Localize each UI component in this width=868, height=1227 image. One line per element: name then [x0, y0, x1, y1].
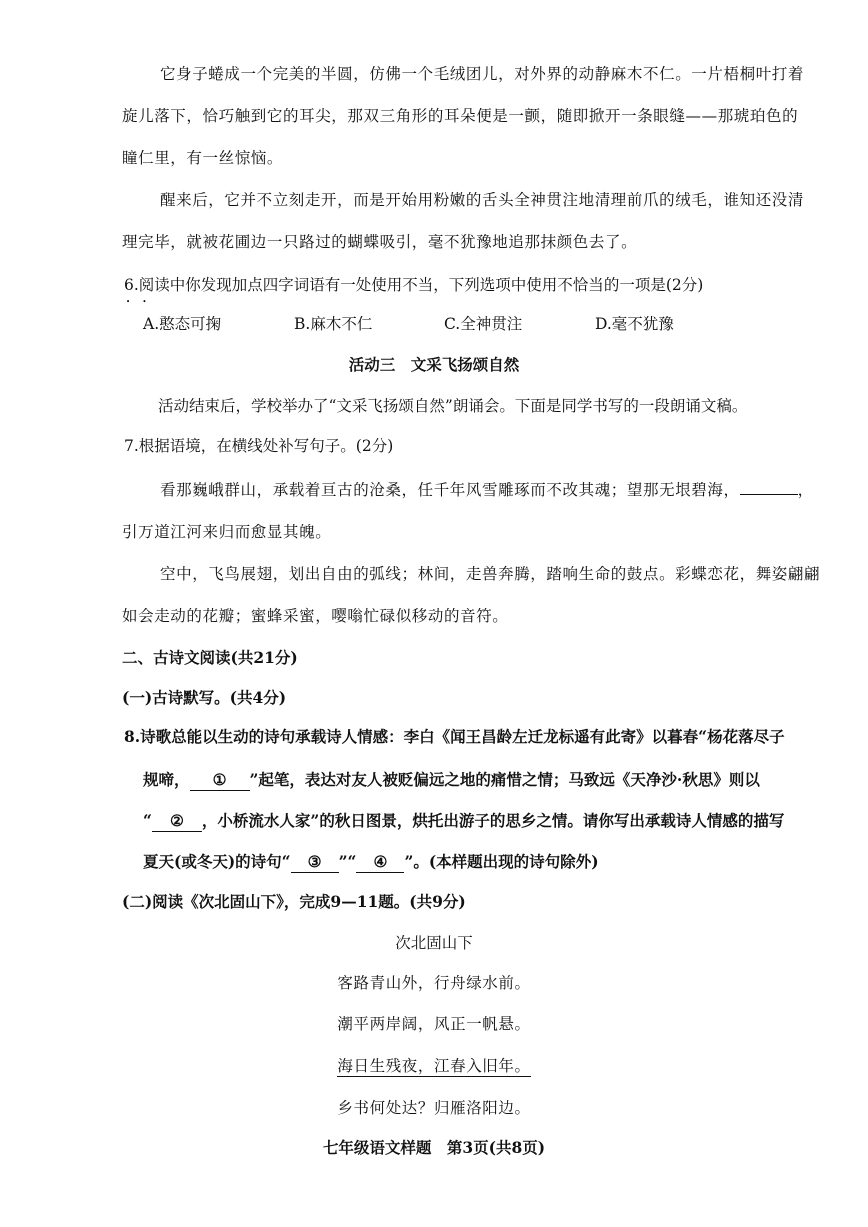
- section-2-subsection-1: (一)古诗默写。(共4分): [122, 688, 287, 707]
- page-footer: 七年级语文样题 第3页(共8页): [322, 1138, 546, 1157]
- question-8-line-1: 8.诗歌总能以生动的诗句承载诗人情感：李白《闻王昌龄左迁龙标遥有此寄》以暮春“杨花落尽子: [124, 727, 785, 746]
- question-6-stem-a: 6.阅读中你发现加点四字词语有一处使用不当，下列选项中使用: [124, 276, 558, 294]
- question-7-passage-line-2: 引万道江河来归而愈显其魄。: [122, 523, 332, 541]
- poem-line-2: 潮平两岸阔，风正一帆悬。: [337, 1015, 531, 1033]
- question-8-text-4c: ”。(本样题出现的诗句除外): [404, 852, 599, 871]
- question-8-text-4a: 夏天(或冬天)的诗句“: [143, 852, 291, 871]
- passage-line-5: 理完毕，就被花圃边一只路过的蝴蝶吸引，毫不犹豫地追那抹颜色去了。: [122, 233, 638, 251]
- question-6-stem: [124, 275, 703, 295]
- passage-line-4: 醒来后，它并不立刻走开，而是开始用粉嫩的舌头全神贯注地清理前爪的绒毛，谁知还没清: [160, 191, 805, 209]
- question-8-text-2b: ”起笔，表达对友人被贬偏远之地的痛惜之情；马致远《天净沙·秋思》则以: [249, 770, 760, 789]
- passage-line-3: 瞳仁里，有一丝惊恼。: [122, 149, 284, 167]
- passage-line-2: 旋儿落下，恰巧触到它的耳尖，那双三角形的耳朵便是一颤，随即掀开一条眼缝——那琥珀色的: [122, 107, 799, 125]
- question-6-option-b: B.麻木不仁: [294, 315, 373, 333]
- question-6-option-c: C.全神贯注: [444, 315, 523, 333]
- section-2-title: 二、古诗文阅读(共21分): [122, 648, 298, 667]
- question-8-text-3b: ，小桥流水人家”的秋日图景，烘托出游子的思乡之情。请你写出承载诗人情感的描写: [201, 811, 785, 830]
- blank-2[interactable]: ②: [152, 811, 202, 832]
- blank-3[interactable]: ③: [291, 852, 339, 873]
- blank-4[interactable]: ④: [356, 852, 404, 873]
- question-6-stem-b: 的一项是(2分): [603, 276, 704, 294]
- question-8-line-4: [143, 852, 599, 873]
- blank-1[interactable]: ①: [190, 770, 250, 791]
- poem-line-1: 客路青山外，行舟绿水前。: [337, 974, 531, 992]
- question-6-option-a: A.憨态可掬: [143, 315, 222, 333]
- poem-line-3: [0, 1056, 868, 1076]
- question-8-text-4b: ”“: [338, 852, 357, 871]
- poem-title: 次北固山下: [395, 934, 473, 952]
- question-6-dotted-word: 不恰当 • •: [557, 276, 604, 294]
- question-8-line-3: [143, 811, 784, 832]
- question-8-line-2: [143, 770, 760, 791]
- question-7-text-b: ，: [797, 481, 814, 499]
- poem-line-3-underlined: 海日生残夜，江春入旧年。: [337, 1057, 531, 1075]
- question-7-passage-line-3: 空中，飞鸟展翅，划出自由的弧线；林间，走兽奔腾，踏响生命的鼓点。彩蝶恋花，舞姿翩翩: [160, 565, 821, 583]
- question-8-text-3a: “: [143, 811, 152, 830]
- poem-line-4: 乡书何处达？归雁洛阳边。: [337, 1099, 531, 1117]
- question-7-text-a: 看那巍峨群山，承载着亘古的沧桑，任千年风雪雕琢而不改其魂；望那无垠碧海，: [160, 481, 740, 499]
- question-7-passage-line-1: [160, 480, 814, 500]
- question-7-stem: 7.根据语境，在横线处补写句子。(2分): [124, 437, 394, 455]
- question-7-passage-line-4: 如会走动的花瓣；蜜蜂采蜜，嘤嗡忙碌似移动的音符。: [122, 607, 509, 625]
- activity-3-intro: 活动结束后，学校举办了“文采飞扬颂自然”朗诵会。下面是同学书写的一段朗诵文稿。: [158, 397, 748, 415]
- activity-3-title: 活动三 文采飞扬颂自然: [348, 355, 520, 374]
- section-2-subsection-2: (二)阅读《次北固山下》，完成9—11题。(共9分): [122, 892, 466, 911]
- question-8-text-2a: 规啼，: [143, 770, 190, 789]
- question-6-option-d: D.毫不犹豫: [595, 315, 674, 333]
- question-7-answer-blank[interactable]: [740, 494, 798, 495]
- passage-line-1: 它身子蜷成一个完美的半圆，仿佛一个毛绒团儿，对外界的动静麻木不仁。一片梧桐叶打着: [160, 65, 805, 83]
